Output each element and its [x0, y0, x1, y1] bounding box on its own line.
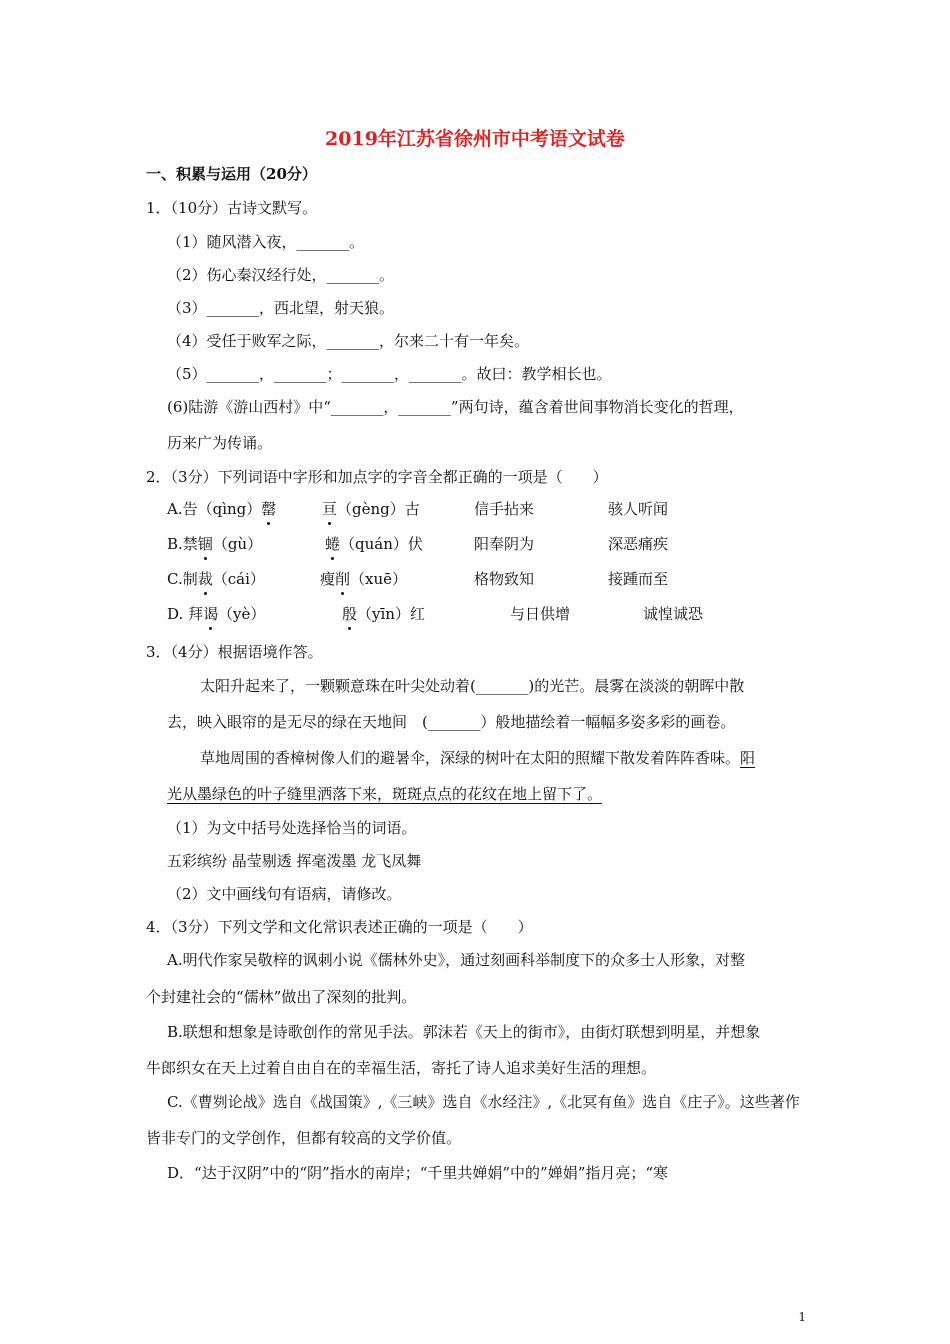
q1-item-2: （2）伤心秦汉经行处，_______。	[167, 266, 395, 284]
q2-option-c-word2: 瘦削（xuē）	[320, 570, 408, 588]
q3-underlined-sentence: 光从墨绿色的叶子缝里洒落下来，斑斑点点的花纹在地上留下了。	[167, 785, 603, 803]
q4-option-d-line-1: D．“达于汉阴”中的“阴”指水的南岸；“千里共婵娟”中的”婵娟”指月亮；“寒	[167, 1164, 669, 1182]
q2-option-b-word1: B.禁锢（gù）	[167, 535, 263, 553]
q1-item-4: （4）受任于败军之际，_______，尔来二十有一年矣。	[167, 332, 530, 350]
q3-passage-line-1: 太阳升起来了，一颗颗意珠在叶尖处动着(_______)的光芒。晨雾在淡淡的朝晖中散	[200, 677, 745, 695]
section-heading: 一、积累与运用（20分）	[146, 165, 317, 183]
q2-option-c-word1: C.制裁（cái）	[167, 570, 265, 588]
q3-stem: 3．（4分）根据语境作答。	[146, 643, 323, 661]
q2-option-a-word4: 骇人听闻	[608, 500, 669, 518]
q2-option-a-word3: 信手拈来	[474, 500, 535, 518]
q4-option-a-line-2: 个封建社会的“儒林”做出了深刻的批判。	[146, 988, 417, 1006]
q2-option-b-word4: 深恶痛疾	[608, 535, 669, 553]
q2-option-d-word3: 与日供增	[510, 605, 571, 623]
q3-sub-2: （2）文中画线句有语病，请修改。	[167, 885, 402, 903]
q4-option-b-line-2: 牛郎织女在天上过着自由自在的幸福生活，寄托了诗人追求美好生活的理想。	[146, 1059, 657, 1077]
q3-passage-line-3: 草地周围的香樟树像人们的避暑伞，深绿的树叶在太阳的照耀下散发着阵阵香味。阳	[200, 749, 756, 767]
q3-sub-1: （1）为文中括号处选择恰当的词语。	[167, 819, 417, 837]
q3-word-options: 五彩缤纷 晶莹剔透 挥毫泼墨 龙飞凤舞	[167, 852, 422, 870]
q2-option-d-word1: D. 拜谒（yè）	[167, 605, 266, 623]
q3-passage-line-2: 去，映入眼帘的是无尽的绿在天地间 (_______）般地描绘着一幅幅多姿多彩的画卷。	[167, 713, 736, 731]
q2-option-d-word2: 殷（yīn）红	[342, 605, 425, 623]
q2-option-a-word1: A.告（qìng）罄	[167, 500, 277, 518]
page-number: 1	[798, 1310, 806, 1324]
q4-option-b-line-1: B.联想和想象是诗歌创作的常见手法。郭沫若《天上的街市》，由街灯联想到明星，并想象	[167, 1023, 761, 1041]
q1-item-1: （1）随风潜入夜，_______。	[167, 233, 365, 251]
q4-stem: 4．（3分）下列文学和文化常识表述正确的一项是（ ）	[146, 918, 533, 936]
q3-passage-line-4	[167, 784, 602, 804]
q2-option-b-word3: 阳奉阴为	[474, 535, 535, 553]
q2-option-d-word4: 诚惶诚恐	[643, 605, 704, 623]
exam-title: 2019年江苏省徐州市中考语文试卷	[325, 128, 625, 150]
q2-stem: 2．（3分）下列词语中字形和加点字的字音全都正确的一项是（ ）	[146, 468, 608, 486]
q1-item-6-cont: 历来广为传诵。	[167, 434, 273, 452]
q1-stem: 1．（10分）古诗文默写。	[146, 199, 318, 217]
q4-option-c-line-2: 皆非专门的文学创作，但都有较高的文学价值。	[146, 1129, 462, 1147]
q4-option-c-line-1: C.《曹刿论战》选自《战国策》,《三峡》选自《水经注》,《北冥有鱼》选自《庄子》。这些著作	[167, 1093, 800, 1111]
q1-item-5: （5）_______，_______；_______，_______。故曰：教学相长也。	[167, 365, 612, 383]
q2-option-a-word2: 亘（gèng）古	[322, 500, 420, 518]
q4-option-a-line-1: A.明代作家吴敬梓的讽刺小说《儒林外史》，通过刻画科举制度下的众多士人形象，对整	[167, 951, 746, 969]
q2-option-b-word2: 蜷（quán）伏	[325, 535, 423, 553]
q2-option-c-word3: 格物致知	[474, 570, 535, 588]
q2-option-c-word4: 接踵而至	[608, 570, 669, 588]
q1-item-6: (6)陆游《游山西村》中“_______，_______”两句诗，蕴含着世间事物消长变化的哲理，	[167, 398, 744, 416]
q1-item-3: （3）_______，西北望，射天狼。	[167, 299, 395, 317]
